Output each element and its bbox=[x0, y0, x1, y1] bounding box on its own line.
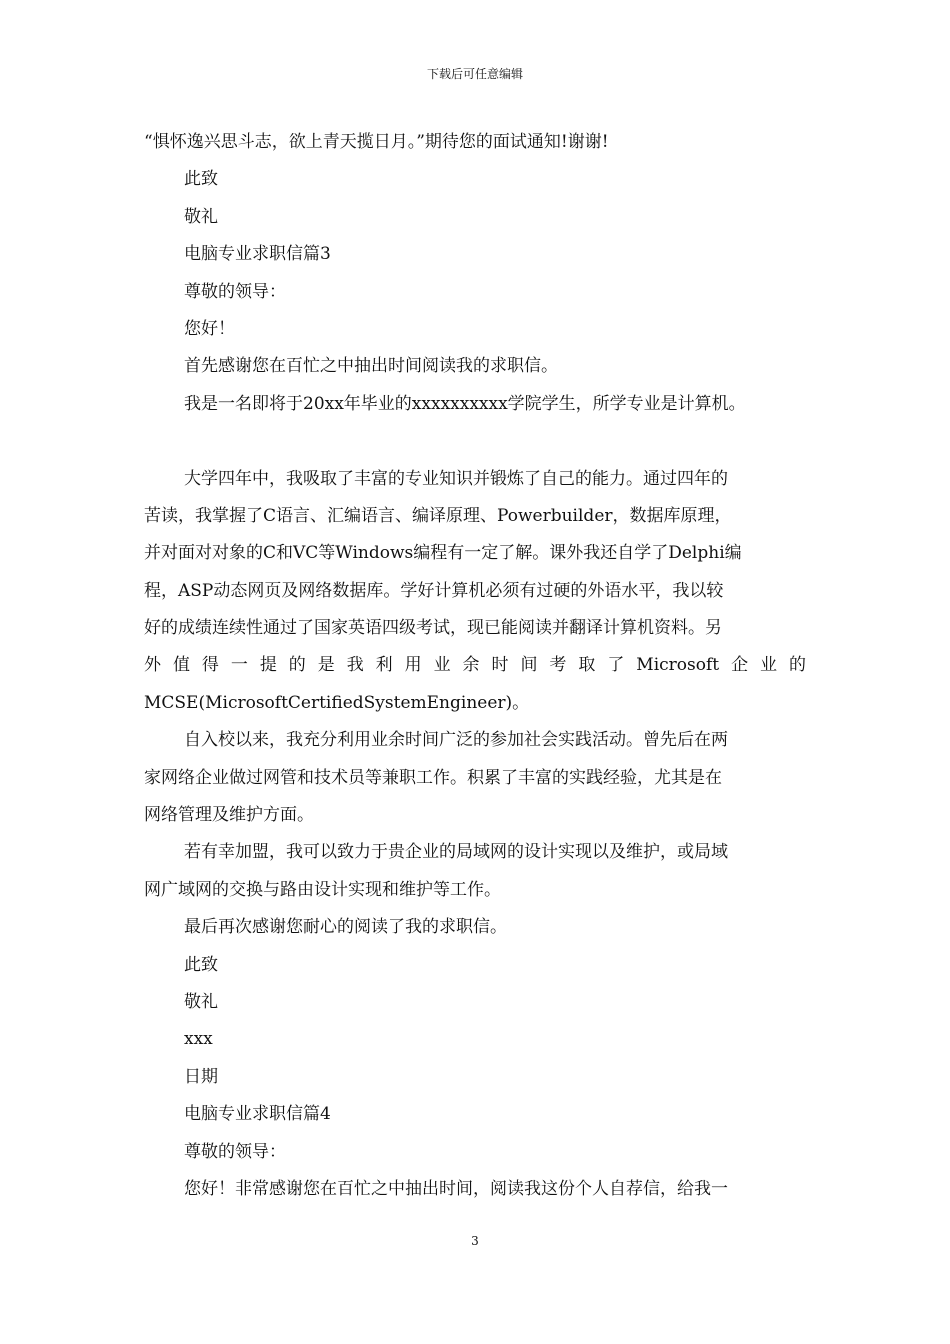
page-header: 下载后可任意编辑 bbox=[426, 67, 523, 81]
paragraph-line-justified: 外值得一提的是我利用业余时间考取了Microsoft企业的 bbox=[144, 655, 806, 676]
section-title: 电脑专业求职信篇3 bbox=[184, 244, 331, 265]
letter-body bbox=[144, 124, 806, 1208]
blank-line bbox=[144, 423, 806, 460]
paragraph-line: 并对面对对象的C和VC等Windows编程有一定了解。课外我还自学了Delphi编 bbox=[144, 543, 742, 564]
paragraph-line: 自入校以来，我充分利用业余时间广泛的参加社会实践活动。曾先后在两 bbox=[184, 730, 728, 751]
greeting-recipient: 尊敬的领导： bbox=[184, 281, 286, 302]
paragraph-line: 苦读，我掌握了C语言、汇编语言、编译原理、Powerbuilder，数据库原理， bbox=[144, 505, 732, 526]
signature-date: 日期 bbox=[184, 1066, 218, 1087]
paragraph-line: 网广域网的交换与路由设计实现和维护等工作。 bbox=[144, 879, 501, 900]
page-number: 3 bbox=[471, 1234, 479, 1248]
paragraph-line: 家网络企业做过网管和技术员等兼职工作。积累了丰富的实践经验，尤其是在 bbox=[144, 767, 722, 788]
closing-quote-line: “惧怀逸兴思斗志，欲上青天揽日月。”期待您的面试通知!谢谢! bbox=[144, 132, 609, 152]
paragraph-line: 我是一名即将于20xx年毕业的xxxxxxxxxx学院学生，所学专业是计算机。 bbox=[184, 393, 746, 414]
paragraph-line: 最后再次感谢您耐心的阅读了我的求职信。 bbox=[184, 917, 507, 938]
salutation-closing: 此致 bbox=[184, 169, 218, 190]
signature-name: xxx bbox=[184, 1029, 213, 1050]
paragraph-line: 首先感谢您在百忙之中抽出时间阅读我的求职信。 bbox=[184, 356, 558, 377]
paragraph-line: MCSE(MicrosoftCertifiedSystemEngineer)。 bbox=[144, 692, 530, 713]
paragraph-line: 好的成绩连续性通过了国家英语四级考试，现已能阅读并翻译计算机资料。另 bbox=[144, 618, 722, 639]
paragraph-line: 程，ASP动态网页及网络数据库。学好计算机必须有过硬的外语水平，我以较 bbox=[144, 580, 724, 601]
greeting: 您好！ bbox=[184, 318, 235, 339]
paragraph-line: 大学四年中，我吸取了丰富的专业知识并锻炼了自己的能力。通过四年的 bbox=[184, 468, 728, 489]
paragraph-line: 网络管理及维护方面。 bbox=[144, 805, 314, 826]
section-title: 电脑专业求职信篇4 bbox=[184, 1104, 331, 1125]
paragraph-line: 若有幸加盟，我可以致力于贵企业的局域网的设计实现以及维护，或局域 bbox=[184, 842, 728, 863]
regards: 敬礼 bbox=[184, 206, 218, 227]
salutation-closing: 此致 bbox=[184, 954, 218, 975]
paragraph-line: 您好！非常感谢您在百忙之中抽出时间，阅读我这份个人自荐信，给我一 bbox=[184, 1178, 728, 1199]
greeting-recipient: 尊敬的领导： bbox=[184, 1141, 286, 1162]
regards: 敬礼 bbox=[184, 991, 218, 1012]
